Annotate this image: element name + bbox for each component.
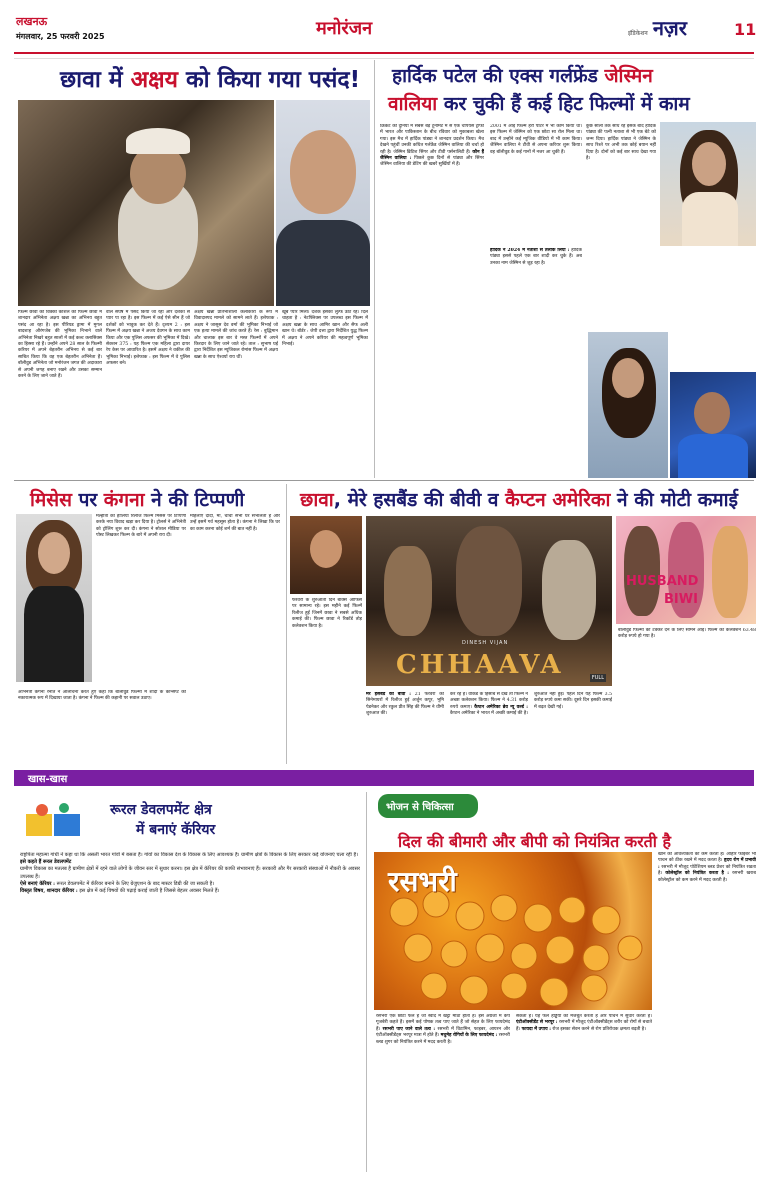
boxoffice-col3: शुरुआत नहीं हुई। पहले दिन यह फिल्म 3.5 करोड़ रुपये कमा सकी। दूसरे दिन इसकी कमाई में बढ़त देखी गई। — [534, 692, 612, 710]
health-col3 — [658, 852, 756, 1170]
poster-full: FULL — [591, 675, 604, 681]
jasmin-photo-top — [660, 122, 756, 246]
headline-part: पर — [71, 489, 104, 511]
health-col2 — [516, 1014, 652, 1170]
food-banner — [378, 794, 478, 818]
body-text: रसभरी में मौजूद एंटीऑक्सीडेंट्स शरीर को रोगों से बचाते हैं। — [516, 1020, 652, 1032]
body-text: सकता है। यह फल हड्डियों को मजबूत करता है और पाचन में सुधार करता है। — [516, 1014, 652, 1019]
dress-shape — [24, 586, 84, 682]
subheading: हृदय रोग में प्रभावी : — [658, 858, 756, 870]
jasmin-col3: कुछ सालों तक साथ रहे इसके बाद हार्दिक पांड्या की पत्नी नताशा से भी एक बेटे को जन्म दिया। हार्दिक पांड्या ने जेस्मिन के साथ रिश्ते पर अभी तक कोई बयान नहीं दिया है। दोनों को कई बार साथ देखा गया है। — [586, 124, 656, 162]
page-border-left — [14, 58, 754, 59]
portrait-suit — [276, 220, 370, 306]
headline-highlight: कैप्टन अमेरिका — [505, 489, 611, 511]
headline-highlight: कंगना — [103, 489, 145, 511]
face-shape — [694, 392, 730, 434]
body-text: कैप्टन अमेरिका ने भारत में अच्छी कमाई की है। — [450, 711, 528, 717]
headline-part: ने की टिप्पणी — [144, 489, 245, 511]
body-text: इस क्षेत्र में कई विषयों की पढ़ाई कराई जाती है जिससे बेहतर अवसर मिलते हैं। — [79, 888, 220, 895]
subheading: फायदा में उपाय : — [521, 1026, 551, 1032]
kangana-col1: मल्होत्रा की हालिया रिलीज फिल्म मिसेस पर टिप्पणी करके नया विवाद खड़ा कर दिया है। ट्रोलर्स ने अभिनेत्री को ट्रोलिंग शुरू कर दी। कंगना ने सोशल मीडिया पर पोस्ट लिखकर फिल्म के बारे में अपनी राय दी। — [96, 514, 186, 539]
face-shape — [310, 530, 342, 568]
figure-1 — [624, 526, 660, 616]
rasbhari-photo — [374, 852, 652, 1010]
rural-headline-1: रूरल डेवलपमेंट क्षेत्र — [110, 802, 212, 818]
husband-biwi-poster — [616, 516, 756, 624]
body-text: रोज इसका सेवन करने से रोग प्रतिरोधक क्षमता बढ़ती है। — [552, 1026, 646, 1032]
dress-shape — [682, 192, 738, 246]
poster-credit: DINESH VIJAN — [462, 640, 509, 646]
figure-right — [542, 540, 596, 640]
subheading: विस्तृत विषय, शानदार कॅरियर : — [20, 888, 78, 895]
subheading: इसे कहते हैं रूरल डेवलपमेंट — [20, 859, 72, 866]
date-label: मंगलवार, 25 फरवरी 2025 — [16, 32, 105, 41]
body-text: खाने की आवश्यकता को कम करता है। आहार फाइबर भी पाचन को ठीक रखने में मदद करता है। — [658, 852, 756, 864]
subheading: कैप्टन अमेरिका ब्रेव न्यू वर्ल्ड : — [474, 704, 528, 710]
vertical-divider — [374, 60, 375, 478]
body-text: क्रिकेट की दुनिया में सबसे बड़े टूर्नामेंट में से एक चैंपियंस ट्रॉफी में भारत और पाकिस्तान के बीच रविवार को मुकाबला खेला गया। इस मैच में हार्दिक पांड्या ने शानदार प्रदर्शन किया। मैच देखने पहुंचीं उनकी कथित गर्लफ्रेंड जेस्मिन वालिया की चर्चा हो रही है। जेस्मिन ब्रिटिश सिंगर और टीवी पर्सनालिटी हैं। — [380, 124, 484, 155]
subheading: ऐसे बनाएं कॅरियर : — [20, 880, 56, 887]
book-icon — [22, 800, 86, 842]
body-text: कर रहे हैं। वीकेंड के हिसाब से देखें तो फिल्म ने अच्छा कलेक्शन किया। फिल्म ने 4.31 करोड़ रुपये कमाए। — [450, 692, 528, 710]
kangana-photo — [16, 514, 92, 682]
cap-shape — [126, 128, 190, 154]
chhaava-poster — [366, 516, 612, 686]
face-shape — [692, 142, 726, 186]
headline-part: छावा में — [60, 67, 131, 93]
rural-icon — [22, 800, 86, 842]
boxoffice-col4: बॉलीवुड फिल्मों को टक्कर देने के लिए सामने आई। फिल्म का कलेक्शन 63.48 करोड़ रुपये हो गया है। — [618, 628, 756, 640]
face-shape — [38, 532, 70, 574]
boxoffice-col2 — [450, 692, 528, 764]
figure-center — [456, 526, 522, 636]
hardik-photo — [670, 372, 756, 478]
headline-highlight: छावा — [300, 489, 334, 511]
kangana-headline — [30, 486, 244, 512]
akshaye-col2: वाले संघर्ष में पसंद किया जा रहा और दर्शकों से प्यार पा रहा है। इस फिल्म में कई ऐसे सीन हैं जो दर्शकों को भावुक कर देते हैं। दृश्यम 2 : इस फिल्म में अक्षय खन्ना ने अजय देवगन के साथ काम किया और एक पुलिस अफसर की भूमिका में दिखे। सेक्शन 375 : यह फिल्म एक महिला द्वारा दायर रेप केस पर आधारित है। इसमें अक्षय ने वकील की भूमिका निभाई। इत्तेफाक : इस फिल्म में वे पुलिस अफसर बने। — [106, 310, 190, 367]
brand-prefix: इंडिकेशन — [628, 30, 648, 37]
subheading: रसभरी पाए जाने वाले तत्व : — [382, 1026, 436, 1032]
page-number: 11 — [734, 20, 757, 39]
headline-highlight: जेस्मिन — [604, 65, 653, 87]
akshaye-col1: फिल्म छावा को विक्की कौशल की फिल्म छावा में शानदार अभिनेता अक्षय खन्ना का अभिनय बहुत पसंद आ रहा है। इस पीरियड ड्रामा में मुगल बादशाह औरंगजेब की भूमिका निभाने वाले अभिनेता निखरे बहुत सालों में कई कल्ट क्लासिक्स का हिस्सा रहे हैं। उन्होंने अपने 28 साल के फिल्मी करियर में अपने बेहतरीन अभिनय से कई बार साबित किया कि वह एक बेहतरीन अभिनेता हैं। बॉलीवुड अभिनेता जो मनोरंजन जगत की अदाकारा से अपनी जगह बनाए रखने और उसका सम्मान करने के लिए जाने जाते हैं। — [18, 310, 102, 380]
headline-highlight: अक्षय — [130, 67, 178, 93]
subheading: मेरे हसबैंड की बीवी : — [366, 692, 411, 697]
poster2-title: HUSBAND — [626, 574, 699, 589]
body-text: रसभरी में विटामिन, फाइबर, आयरन और एंटीऑक्सीडेंट्स भरपूर मात्रा में होते हैं। — [376, 1026, 510, 1039]
akshaye-headline — [60, 62, 360, 94]
body-text: रसभरी खराब कोलेस्ट्रॉल को कम करने में मदद करती है। — [658, 871, 756, 883]
section-title: मनोरंजन — [316, 18, 373, 39]
body-text: पिछले कुछ दिनों से पांड्या और सिंगर जेस्मिन वालिया की डेटिंग की खबरें सुर्खियों में हैं। — [380, 156, 484, 168]
subheading: हार्दिक ने 2024 में नताशा से तलाक लिया : — [490, 248, 570, 253]
fruit-title: रसभरी — [388, 865, 457, 898]
boxoffice-col1 — [292, 598, 362, 764]
food-banner-label: भोजन से चिकित्सा — [386, 802, 454, 813]
subheading: कोलेस्ट्रॉल को नियंत्रित करता है : — [665, 871, 729, 877]
kangana-col2: महिलाएं दादी, माँ, चाची सभी घर संभालती हैं और उन्हें इसमें गर्व महसूस होता है। कंगना ने लिखा कि घर का काम करना कोई शर्म की बात नहीं है। — [190, 514, 280, 532]
body-text: ग्रामीण विकास का मतलब है ग्रामीण क्षेत्रों में रहने वाले लोगों के जीवन स्तर में सुधार करना। इस क्षेत्र में कॅरियर की काफी संभावनाएं हैं। सरकारी और गैर सरकारी संस्थाओं में नौकरी के अवसर उपलब्ध हैं। — [20, 866, 360, 880]
akshaye-col4: खूब प्यार मिला। दर्शक इसका लुत्फ उठा रहे। दिल चाहता है : नेटफ्लिक्स पर उपलब्ध इस फिल्म में अक्षय खन्ना के साथ आमिर खान और सैफ अली खान थे। बॉर्डर : जेपी दत्ता द्वारा निर्देशित युद्ध फिल्म में अक्षय ने अपने करियर की महत्वपूर्ण भूमिका निभाई। — [282, 310, 368, 348]
headline-part: हार्दिक पटेल की एक्स गर्लफ्रेंड — [392, 65, 605, 87]
brand-logo: नज़र — [652, 16, 687, 40]
poster2-sub: BIWI — [664, 592, 698, 607]
body-text: रसभरी ब्लड शुगर को नियंत्रित करने में मदद करती है। — [376, 1033, 510, 1045]
jasmin-col2b — [490, 248, 582, 328]
headline-highlight: मिसेस — [30, 489, 72, 511]
body-text: राष्ट्रपिता महात्मा गांधी ने कहा था कि असली भारत गांवों में बसता है। गांवों का विकास देश के विकास के लिए आवश्यक है। ग्रामीण क्षेत्रों के विकास के लिए सरकार कई योजनाएं चला रही है। — [20, 852, 358, 858]
city-label: लखनऊ — [16, 15, 48, 28]
face-shape — [612, 358, 644, 398]
rural-body — [20, 852, 360, 1168]
body-text: रसभरी एक छोटा फल है जो स्वाद में खट्टा मीठा होता है। इसे अंग्रेजी में केप गूजबेरी कहते हैं। इसमें कई पोषक तत्व पाए जाते हैं जो सेहत के लिए फायदेमंद हैं। — [376, 1014, 510, 1032]
health-col1 — [376, 1014, 510, 1170]
health-headline: दिल की बीमारी और बीपी को नियंत्रित करती है — [398, 832, 672, 851]
akshaye-portrait-photo — [276, 100, 370, 306]
subheading: मधुमेह रोगियों के लिए फायदेमंद : — [440, 1033, 498, 1039]
rashmika-photo — [290, 516, 362, 594]
body-text: 21 फरवरी को सिनेमाघरों में रिलीज हुई अर्जुन कपूर, भूमि पेडनेकर और रकुल प्रीत सिंह की फिल्म ने धीमी शुरुआत की। — [366, 692, 444, 717]
portrait-face — [290, 130, 356, 214]
boxoffice-headline — [300, 486, 738, 512]
body-text: हार्दिक पांड्या इससे पहले एक बार शादी कर चुके हैं। अब उनका नाम जेस्मिन से जुड़ रहा है। — [490, 248, 582, 266]
body-text: रसभरी में मौजूद पोटैशियम ब्लड प्रेशर को नियंत्रित रखता है। — [658, 864, 756, 877]
poster-title: CHHAAVA — [396, 650, 564, 680]
headline-part: , मेरे हसबैंड की बीवी व — [333, 489, 506, 511]
body-text: 2001 में आई फिल्म हैरी पॉटर में भी काम किया था। इस फिल्म में जेस्मिन को एक छोटा सा रोल मिला था। बाद में उन्होंने कई म्यूजिक वीडियो में भी काम किया। जैस्मिन वालिया ने टीवी से अपना करियर शुरू किया। वह बॉलीवुड के कई गानों में नजर आ चुकी हैं। — [490, 124, 582, 155]
jasmin-col1 — [380, 124, 484, 474]
headline-part: को किया गया पसंद! — [178, 67, 361, 93]
headline-part: ने की मोटी कमाई — [610, 489, 738, 511]
brand-block — [628, 14, 687, 41]
rural-headline-2: में बनाएं कॅरियर — [136, 822, 216, 838]
subheading: एंटीऑक्सीडेंट से भरपूर : — [516, 1020, 558, 1026]
kangana-col3: अभिनेत्री कंगना रनौत ने आलोचना करते हुए कहा कि बॉलीवुड फिल्मों में शादी के कॉन्सेप्ट को नकारात्मक रूप में दिखाया जाता है। कंगना ने फिल्म की कहानी पर सवाल उठाए। — [18, 690, 186, 702]
jersey-shape — [678, 434, 748, 478]
khas-label: खास-खास — [28, 774, 68, 785]
akshaye-chhava-photo — [18, 100, 274, 306]
headline-highlight: वालिया — [388, 93, 438, 115]
masthead-left — [16, 14, 105, 42]
jasmin-headline-2 — [388, 90, 690, 116]
khas-bar — [14, 770, 754, 786]
body-text: फरवरी के शुरुआती दिन बॉक्स ऑफिस पर सामान्य रहे। इस महीने कई फिल्में रिलीज हुईं जिनमें छावा ने सबसे अधिक कमाई की। फिल्म छावा ने रिकॉर्ड तोड़ कलेक्शन किया है। — [292, 598, 362, 629]
subheading: कौन हैं जैस्मिन वालिया : — [380, 149, 484, 162]
section-divider — [14, 480, 754, 481]
boxoffice-col1b — [366, 692, 444, 764]
headline-part: कर चुकी हैं कई हिट फिल्मों में काम — [437, 93, 690, 115]
akshaye-col3: अक्षय खन्ना प्रतिभाशाली कलाकारों के रूप में विवादास्पद मामले को सामने लाते हैं। इत्तेफाक : अक्षय ने जासूस देव वर्मा की भूमिका निभाई जो एक हत्या मामले की जांच करते हैं। रेस : बुद्धिमान और चालाक इस बार वे मस्त फिल्मों में अपने किरदार के लिए जाने जाते रहे। ताल : सुभाष घई द्वारा निर्देशित इस म्यूजिकल रोमांस फिल्म में अक्षय खन्ना के साथ ऐश्वर्या राय थीं। — [194, 310, 278, 360]
masthead-rule — [14, 52, 754, 54]
figure-left — [384, 546, 432, 636]
vertical-divider — [286, 484, 287, 764]
figure-3 — [712, 526, 748, 618]
body-text: रूरल डेवलपमेंट में कॅरियर बनाने के लिए ग्रेजुएशन के बाद मास्टर डिग्री की जा सकती है। — [56, 880, 215, 887]
vertical-divider — [366, 792, 367, 1172]
jasmin-photo-bottom — [588, 332, 668, 478]
jasmin-headline-1 — [392, 62, 653, 88]
